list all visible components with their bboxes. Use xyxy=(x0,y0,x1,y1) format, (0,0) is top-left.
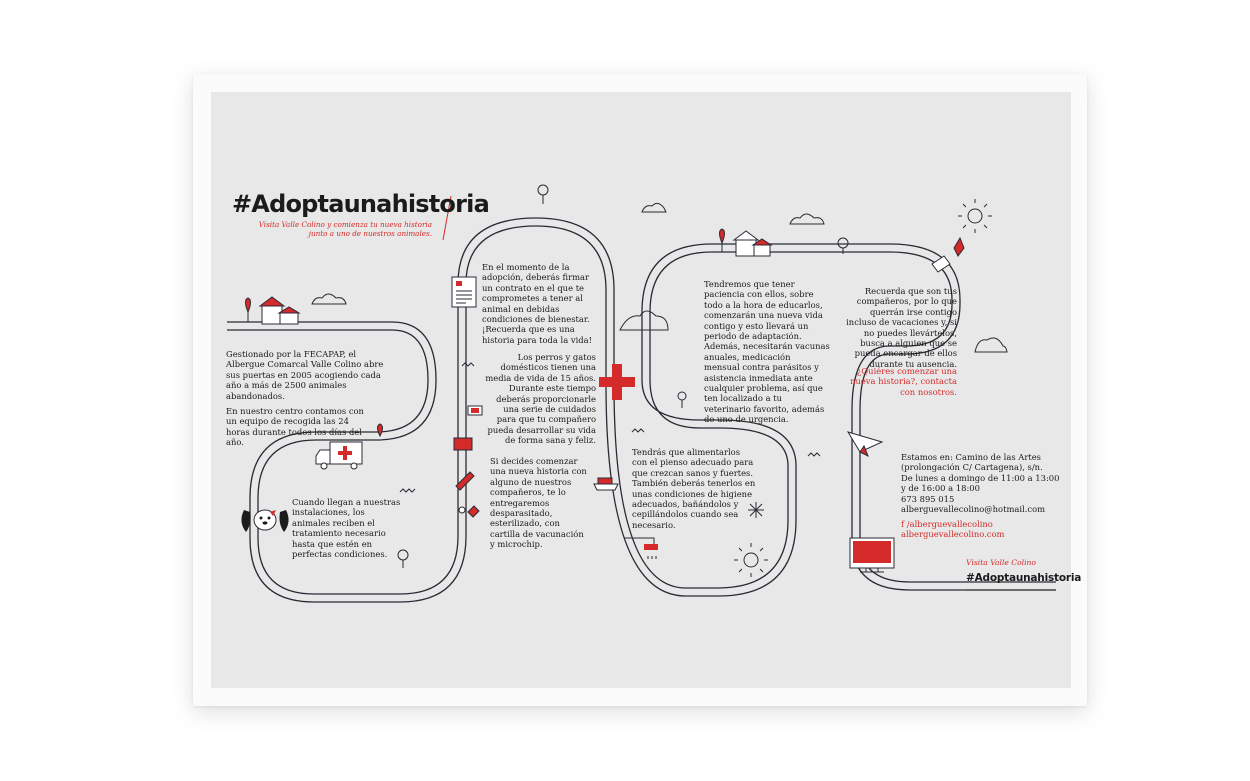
text-comenzar: Si decides comenzar una nueva historia con alguno de nuestros compañeros, te lo entregaremos desparasitado, esterilizado, con cartilla de vacunación y microchip. xyxy=(490,456,587,550)
text-adopcion: En el momento de la adopción, deberás firmar un contrato en el que te comprometes a tener al animal en debidas condiciones de bienestar. ¡Recuerda que es una historia para toda la vida! xyxy=(482,262,593,345)
red-cross-icon xyxy=(599,364,635,400)
suitcase-icon xyxy=(932,238,964,272)
text-alimentarlos: Tendrás que alimentarlos con el pienso adecuado para que crezcan sanos y fuertes. También deberás tenerlos en unas condiciones de higiene adecuados, bañándolos y cepillándolos cuando sea necesario. xyxy=(632,447,756,530)
text-contacto: Estamos en: Camino de las Artes (prolongación C/ Cartagena), s/n. De lunes a domingo de 11:00 a 13:00 y de 16:00 a 18:00 673 895 015 alberguevallecolino@hotmail.com xyxy=(901,452,1060,515)
text-paciencia: Tendremos que tener paciencia con ellos, sobre todo a la hora de educarlos, comenzarán una nueva vida contigo y esto llevará un periodo de adaptación. Además, necesitarán vacunas anuales, medicación mensual contra parásitos y asistencia inmediata ante cualquier problema, así que ten localizado a tu veterinario favorito, además de uno de urgencia. xyxy=(704,279,830,425)
monitor-icon xyxy=(850,538,894,572)
contract-document-icon xyxy=(452,277,476,307)
text-vida: Los perros y gatos domésticos tienen una media de vida de 15 años. Durante este tiempo deberás proporcionarle una serie de cuidados para que tu compañero pueda desarrollar su vida de forma sana y feliz. xyxy=(485,352,596,446)
shower-icon xyxy=(624,538,658,559)
footer-subtitle: Visita Valle Colino xyxy=(966,558,1036,567)
text-social-links: f /alberguevallecolino alberguevallecolino.com xyxy=(901,519,1005,540)
food-bowl-icon xyxy=(594,478,618,490)
poster-subtitle: Visita Valle Colino y comienza tu nueva historia junto a uno de nuestros animales. xyxy=(258,220,432,238)
text-fecapap: Gestionado por la FECAPAP, el Albergue Comarcal Valle Colino abre sus puertas en 2005 acogiendo cada año a más de 2500 animales abandonados. xyxy=(226,349,384,401)
dog-icon xyxy=(241,510,288,532)
text-contact-cta: ¿Quiéres comenzar una nueva historia?, contacta con nosotros. xyxy=(850,366,957,397)
paper-plane-icon xyxy=(848,432,882,456)
text-equipo: En nuestro centro contamos con un equipo de recogida las 24 horas durante todos los días del año. xyxy=(226,406,364,448)
footer-title: #Adoptaunahistoria xyxy=(966,572,1082,584)
text-llegan: Cuando llegan a nuestras instalaciones, los animales reciben el tratamiento necesario hasta que estén en perfectas condiciones. xyxy=(292,497,401,560)
poster-title: #Adoptaunahistoria xyxy=(232,190,489,218)
text-vacaciones: Recuerda que son tus compañeros, por lo que querrán irse contigo incluso de vacaciones y, si no puedes llevártelos, busca a alguien que se pueda encargar de ellos durante tu ausencia. xyxy=(846,286,957,369)
